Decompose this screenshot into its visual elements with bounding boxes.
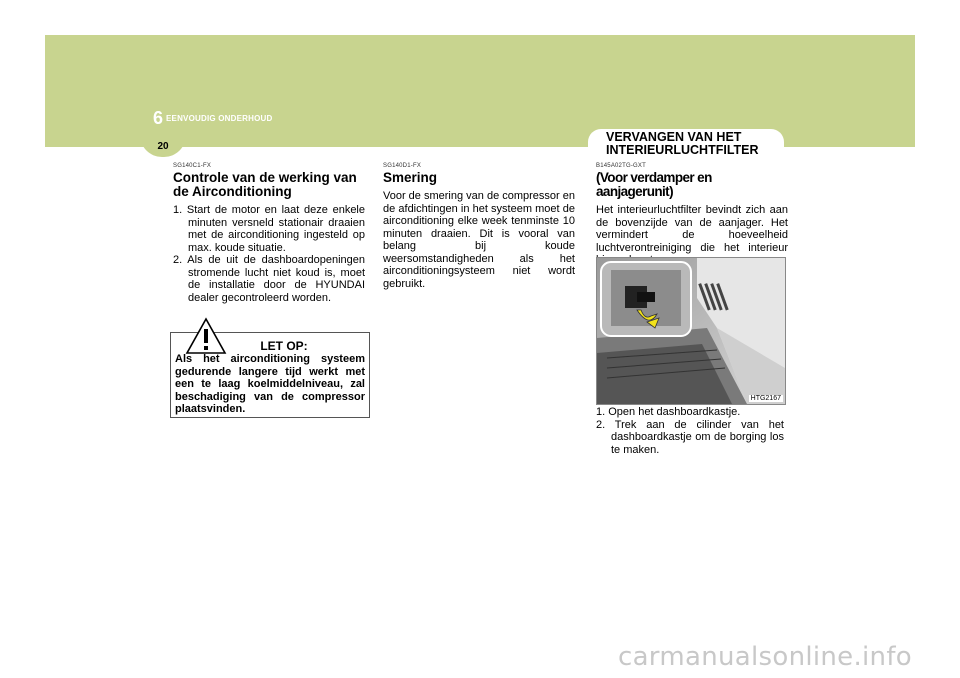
page-number: 20 — [157, 140, 169, 152]
body-text: Voor de smering van de compressor en de afdichtingen in het systeem moet de airconditioning elke week tenminste 10 minuten draaien. Dit is vooral van belang bij koude weersomstandigheden als het airconditioningsysteem niet wordt gebruikt. — [383, 190, 575, 290]
warning-text: Als het airconditioning systeem gedurende langere tijd werkt met een te laag koelmiddelniveau, zal beschadiging van de compressor plaatsvinden. — [175, 353, 365, 415]
filter-steps — [596, 406, 784, 456]
column-filter — [596, 163, 788, 267]
step-list — [596, 406, 784, 456]
warning-title: LET OP: — [260, 339, 308, 353]
watermark: carmanualsonline.info — [617, 642, 912, 672]
section-heading: Smering — [383, 170, 438, 185]
section-heading: Controle van de werking van de Airconditioning — [173, 170, 357, 199]
page-number-tab — [140, 135, 186, 157]
section-code: SG140D1-FX — [383, 163, 422, 169]
section-code: B145A02TG-GXT — [596, 163, 646, 169]
list-item: 1. Start de motor en laat deze enkele minuten versneld stationair draaien met de airconditioning ingesteld op max. koude situatie. — [173, 204, 365, 254]
list-item: 2. Als de uit de dashboardopeningen stromende lucht niet koud is, moet de installatie door de HYUNDAI dealer gecontroleerd worden. — [173, 254, 365, 304]
body-text: Het interieurluchtfilter bevindt zich aan de bovenzijde van de aanjager. Het vermindert de hoeveelheid luchtverontreiniging die het interieur — [596, 204, 788, 254]
chapter-title: EENVOUDIG ONDERHOUD — [166, 114, 273, 123]
header-band — [45, 35, 915, 147]
instruction-list — [173, 204, 365, 304]
list-item: 1. Open het dashboardkastje. — [596, 406, 741, 418]
photo-code: HTG2167 — [750, 395, 781, 402]
warning-box — [170, 332, 370, 418]
section-title: VERVANGEN VAN HET INTERIEURLUCHTFILTER — [606, 130, 759, 157]
column-airco-check — [173, 163, 365, 304]
list-item: 2. Trek aan de cilinder van het dashboardkastje om de borging los te maken. — [596, 418, 784, 456]
chapter-number: 6 — [153, 108, 164, 128]
column-lubrication — [383, 163, 575, 290]
section-heading: (Voor verdamper en aanjagerunit) — [596, 170, 712, 199]
glovebox-illustration — [597, 258, 785, 404]
section-code: SG140C1-FX — [173, 163, 212, 169]
glovebox-photo — [596, 257, 786, 405]
